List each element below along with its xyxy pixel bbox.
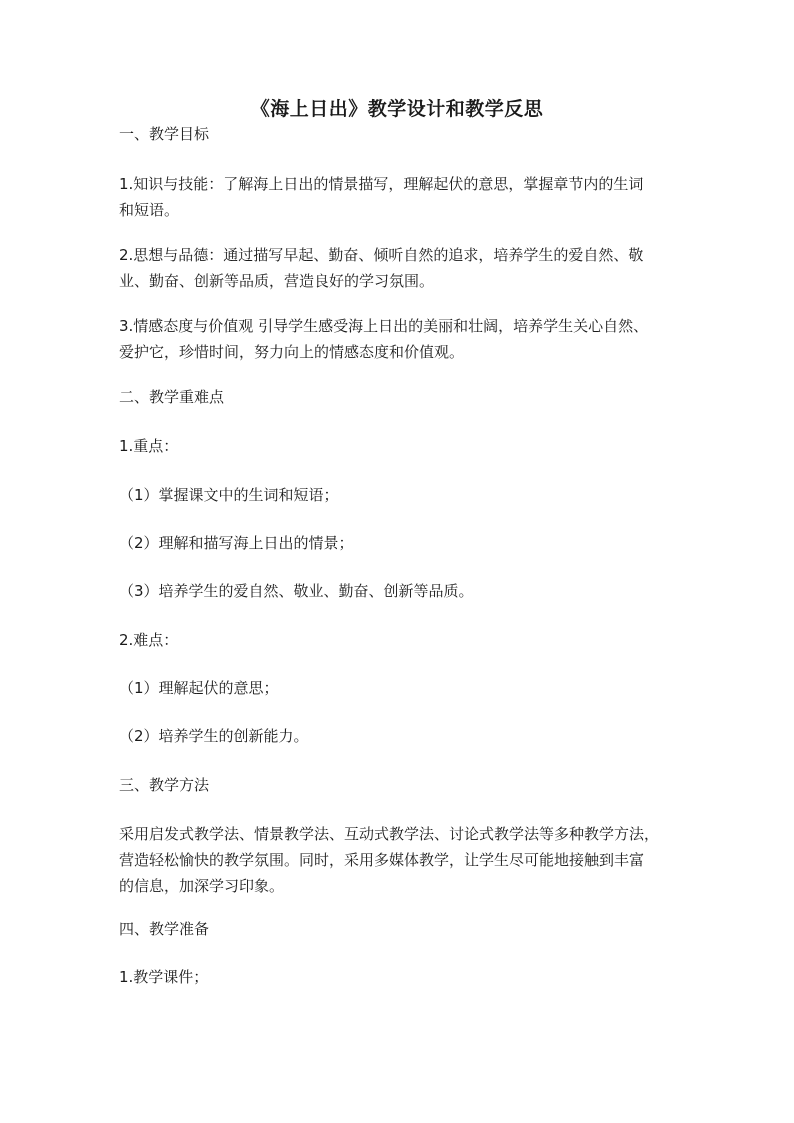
text-line: 业、勤奋、创新等品质，营造良好的学习氛围。 [119, 272, 435, 290]
document-title: 《海上日出》教学设计和教学反思 [250, 98, 544, 120]
text-line: 1.知识与技能：了解海上日出的情景描写，理解起伏的意思，掌握章节内的生词 [119, 175, 644, 193]
text-line: 1.教学课件； [119, 968, 209, 986]
text-line: 爱护它，珍惜时间，努力向上的情感态度和价值观。 [119, 343, 465, 361]
text-line: （1）掌握课文中的生词和短语； [119, 486, 339, 504]
key-point-item-3 [119, 578, 679, 604]
text-line: （2）理解和描写海上日出的情景； [119, 534, 354, 552]
subheading-key-points [119, 433, 679, 459]
text-line: 和短语。 [119, 201, 180, 219]
text-line: 3.情感态度与价值观 引导学生感受海上日出的美丽和壮阔，培养学生关心自然、 [119, 317, 649, 335]
paragraph-emotion-values [119, 313, 679, 365]
text-line: 一、教学目标 [119, 125, 210, 143]
section-heading-preparation [119, 916, 679, 942]
text-line: 1.重点： [119, 437, 179, 455]
subheading-difficult-points [119, 627, 679, 653]
text-line: 二、教学重难点 [119, 388, 225, 406]
paragraph-moral-character [119, 242, 679, 294]
section-heading-methods [119, 772, 679, 798]
text-line: 营造轻松愉快的教学氛围。同时，采用多媒体教学，让学生尽可能地接触到丰富 [119, 851, 645, 869]
text-line: 2.难点： [119, 631, 179, 649]
section-heading-objectives [119, 121, 679, 147]
text-line: 的信息，加深学习印象。 [119, 877, 285, 895]
text-line: 四、教学准备 [119, 920, 210, 938]
key-point-item-1 [119, 482, 679, 508]
preparation-item-1 [119, 964, 679, 990]
text-line: （1）理解起伏的意思； [119, 679, 279, 697]
paragraph-knowledge-skills [119, 171, 679, 223]
difficult-point-item-1 [119, 675, 679, 701]
paragraph-methods [119, 821, 679, 899]
key-point-item-2 [119, 530, 679, 556]
difficult-point-item-2 [119, 723, 679, 749]
text-line: 采用启发式教学法、情景教学法、互动式教学法、讨论式教学法等多种教学方法， [119, 825, 660, 843]
section-heading-key-difficult-points [119, 384, 679, 410]
text-line: 三、教学方法 [119, 776, 210, 794]
text-line: 2.思想与品德：通过描写早起、勤奋、倾听自然的追求，培养学生的爱自然、敬 [119, 246, 644, 264]
text-line: （3）培养学生的爱自然、敬业、勤奋、创新等品质。 [119, 582, 474, 600]
text-line: （2）培养学生的创新能力。 [119, 727, 309, 745]
